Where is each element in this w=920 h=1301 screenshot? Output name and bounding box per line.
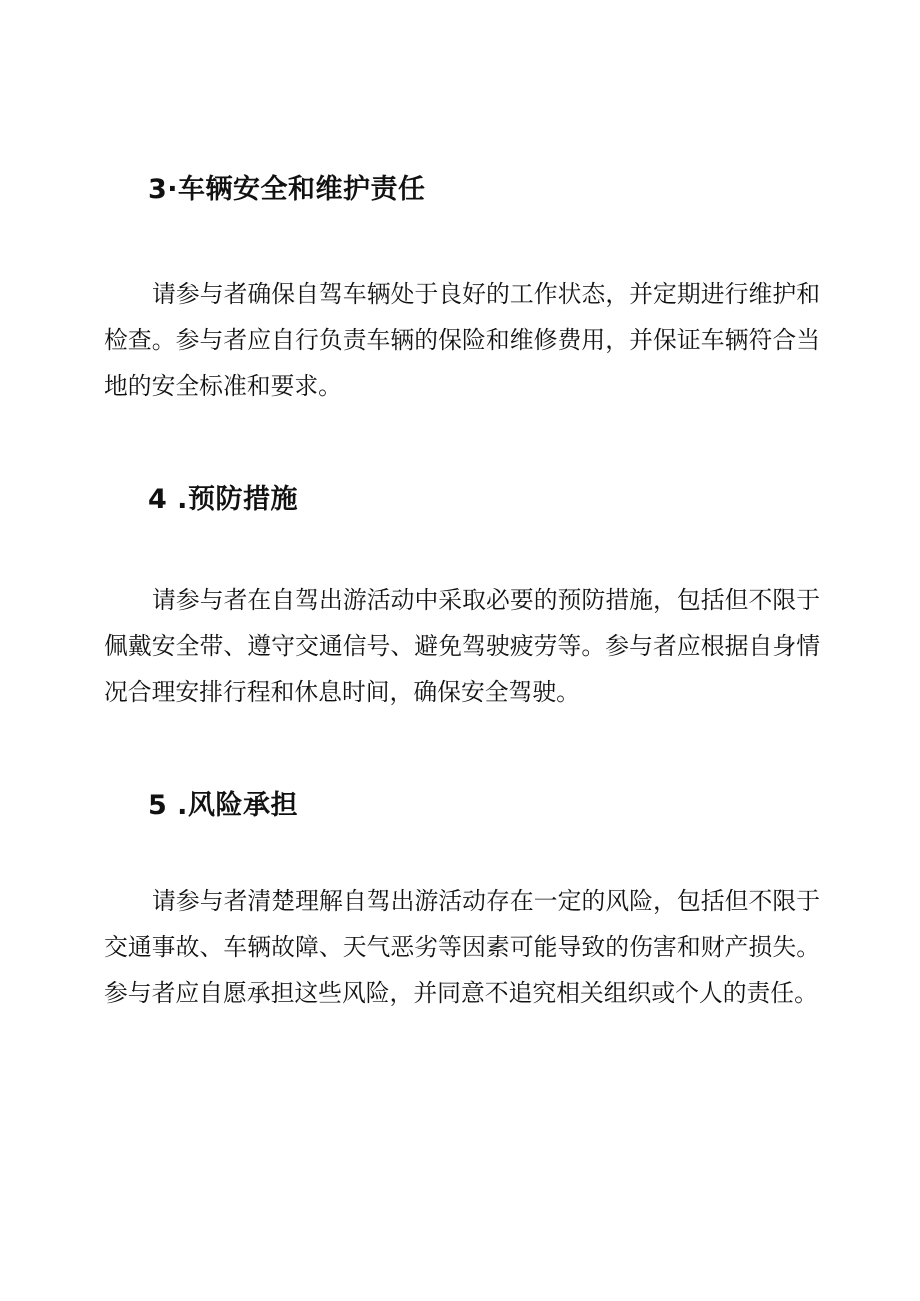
section-body-precautions: 请参与者在自驾出游活动中采取必要的预防措施，包括但不限于佩戴安全带、遵守交通信号、避免驾驶疲劳等。参与者应根据自身情况合理安排行程和休息时间，确保安全驾驶。 (104, 586, 820, 706)
section-body-vehicle-safety: 请参与者确保自驾车辆处于良好的工作状态，并定期进行维护和检查。参与者应自行负责车辆的保险和维修费用，并保证车辆符合当地的安全标准和要求。 (104, 280, 820, 400)
section-heading-vehicle-safety: 3·车辆安全和维护责任 (148, 174, 426, 205)
section-heading-risk-assumption: 5 .风险承担 (148, 790, 298, 821)
section-heading-precautions: 4 .预防措施 (148, 484, 298, 515)
section-body-risk-assumption: 请参与者清楚理解自驾出游活动存在一定的风险，包括但不限于交通事故、车辆故障、天气恶劣等因素可能导致的伤害和财产损失。参与者应自愿承担这些风险，并同意不追究相关组织或个人的责任。 (104, 887, 820, 1007)
